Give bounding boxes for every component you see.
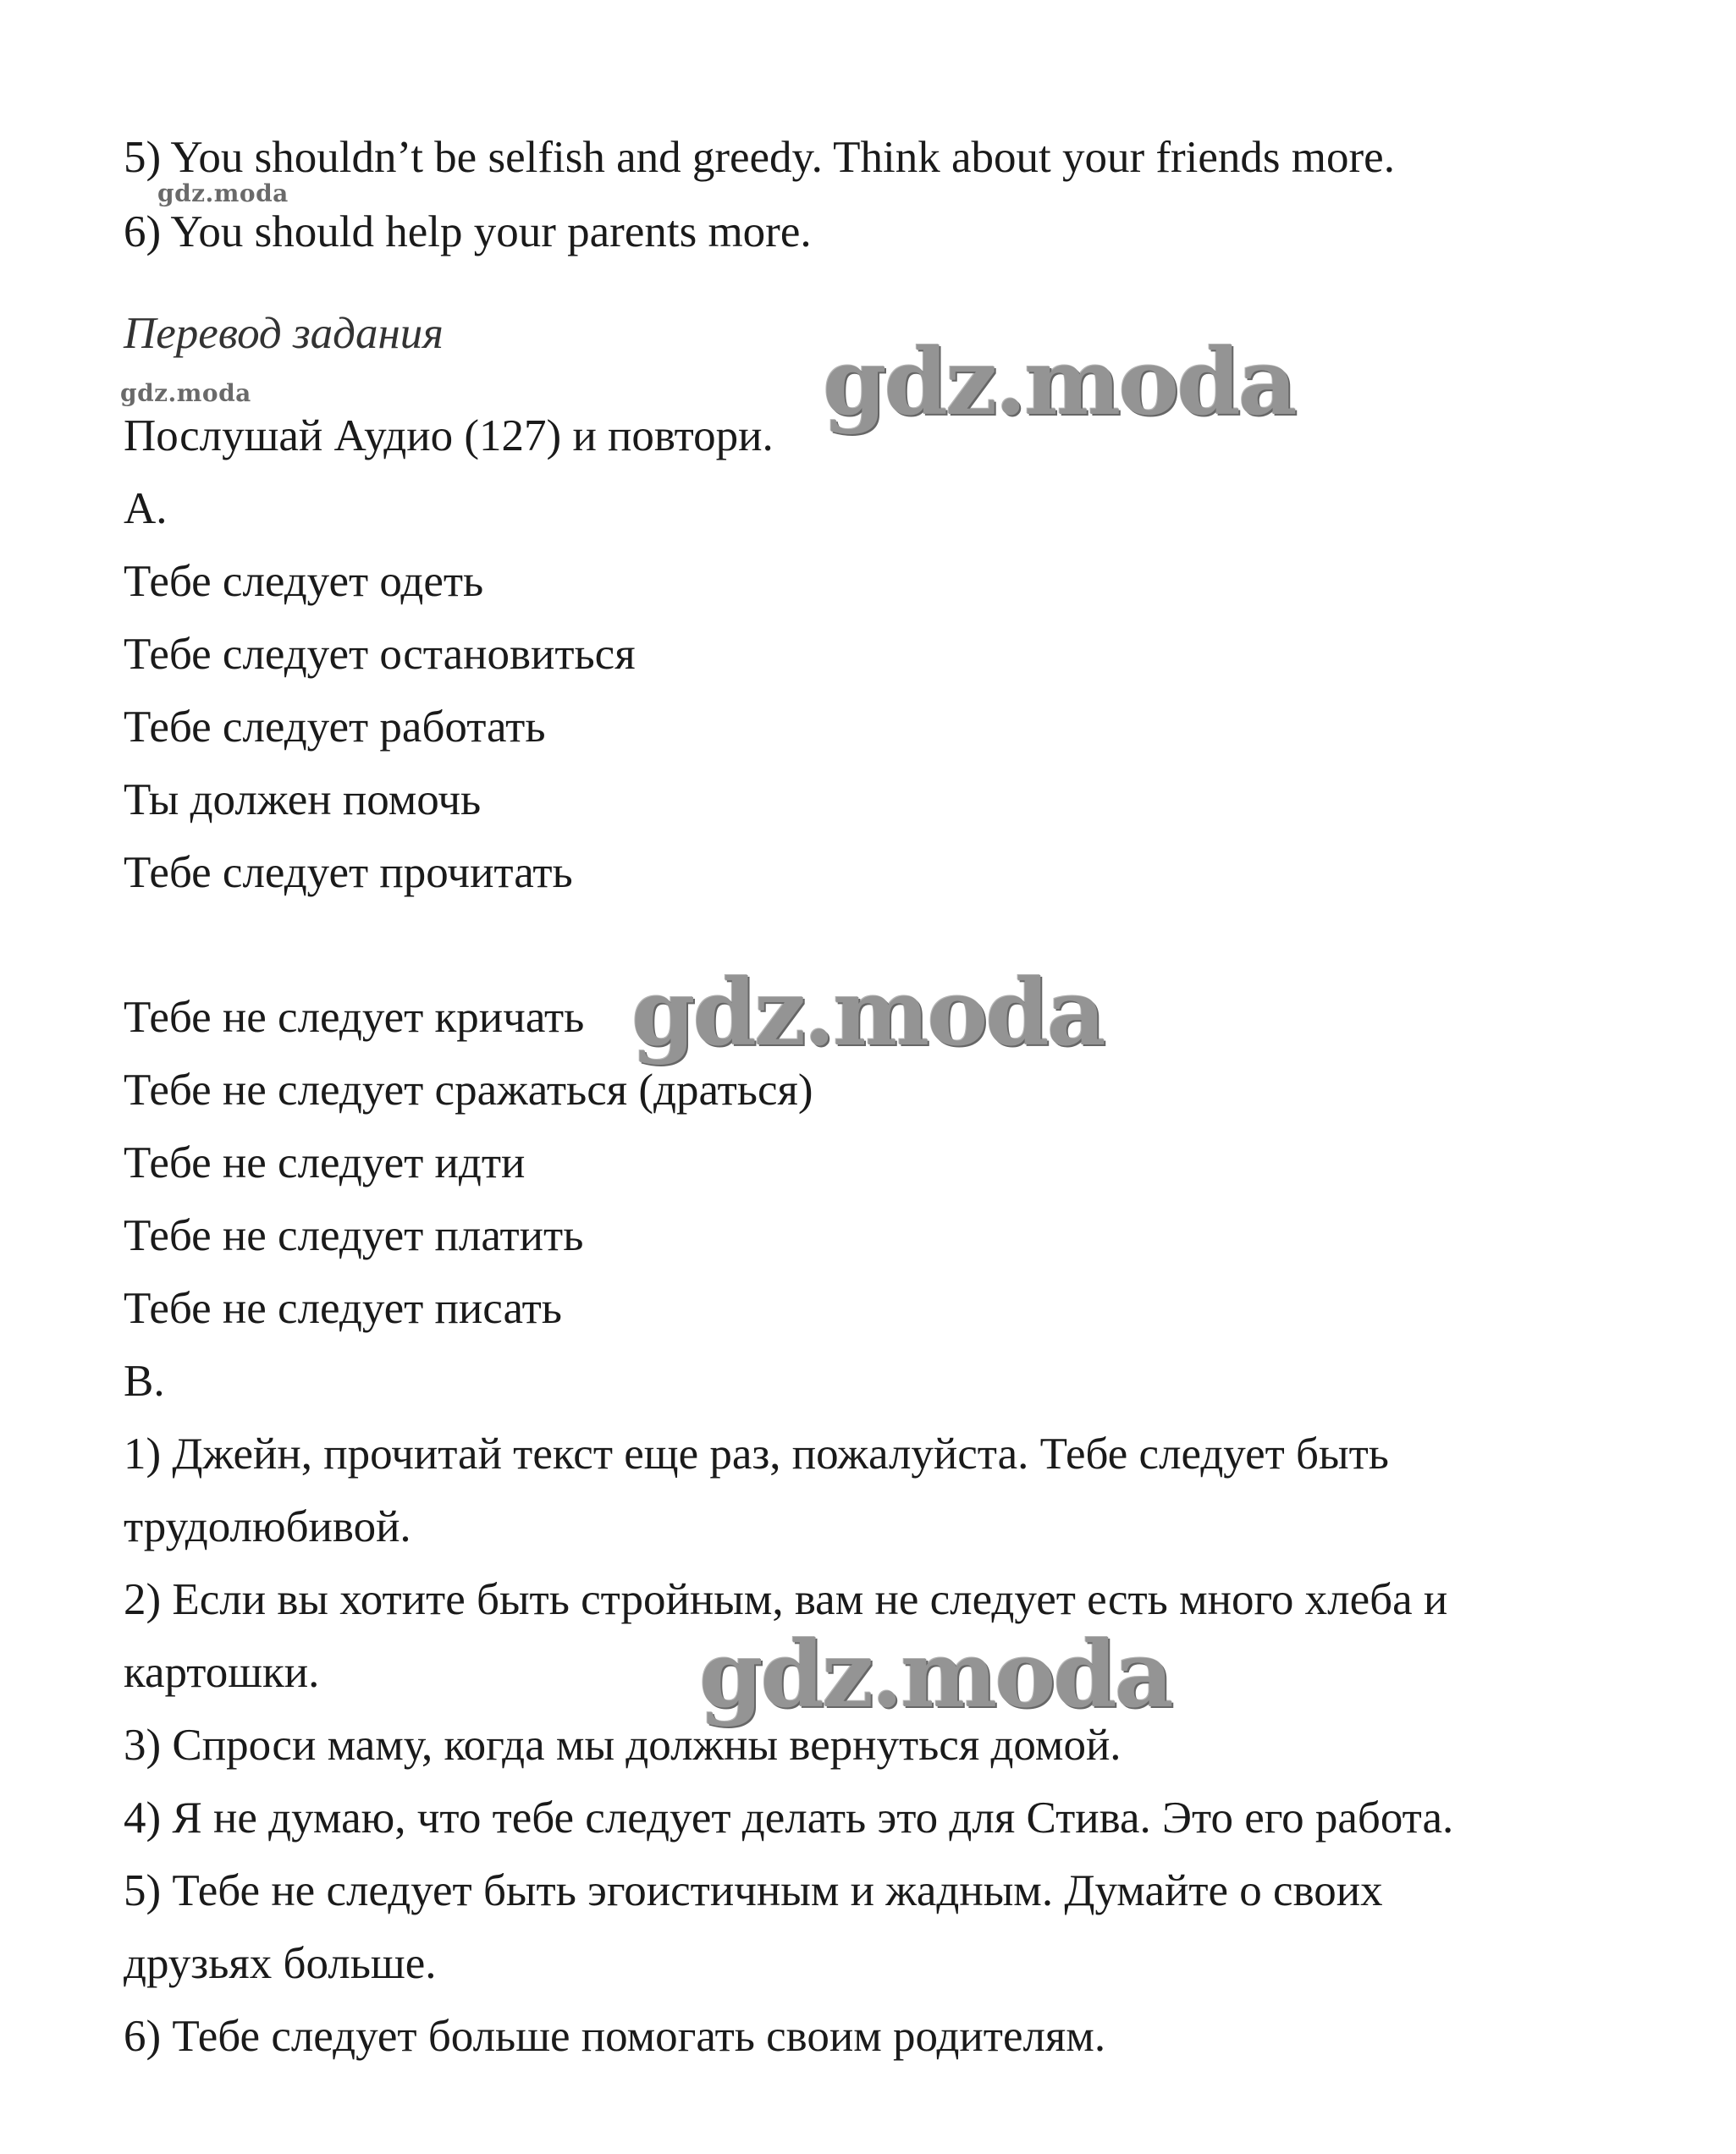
section-a-label: A.: [124, 484, 168, 533]
section-b-line: друзьях больше.: [124, 1939, 437, 1988]
phrase-item: Тебе не следует кричать: [124, 993, 585, 1042]
section-b-line: 4) Я не думаю, что тебе следует делать это для Стива. Это его работа.: [124, 1793, 1454, 1843]
section-b-label: B.: [124, 1357, 165, 1406]
phrase-item: Тебе не следует идти: [124, 1138, 526, 1187]
section-b-line: 2) Если вы хотите быть стройным, вам не следует есть много хлеба и: [124, 1575, 1448, 1624]
section-b-line: трудолюбивой.: [124, 1502, 411, 1551]
watermark-large: gdz.moda: [699, 1622, 1171, 1728]
phrase-item: Тебе не следует писать: [124, 1284, 562, 1333]
watermark-small: gdz.moda: [120, 379, 251, 407]
watermark-large: gdz.moda: [631, 960, 1104, 1066]
phrase-item: Тебе не следует сражаться (драться): [124, 1066, 813, 1115]
phrase-item: Ты должен помочь: [124, 775, 482, 824]
english-answer-6: 6) You should help your parents more.: [124, 207, 812, 256]
phrase-item: Тебе следует прочитать: [124, 848, 573, 897]
phrase-item: Тебе следует остановиться: [124, 630, 636, 679]
section-b-line: 5) Тебе не следует быть эгоистичным и жадным. Думайте о своих: [124, 1866, 1383, 1915]
instruction: Послушай Аудио (127) и повтори.: [124, 411, 774, 460]
translation-heading: Перевод задания: [124, 309, 444, 358]
phrase-item: Тебе следует одеть: [124, 557, 484, 606]
watermark-small: gdz.moda: [157, 179, 289, 207]
section-b-line: 1) Джейн, прочитай текст еще раз, пожалуйста. Тебе следует быть: [124, 1430, 1389, 1479]
watermark-large: gdz.moda: [823, 329, 1295, 436]
section-b-line: картошки.: [124, 1648, 320, 1697]
section-b-line: 3) Спроси маму, когда мы должны вернуться домой.: [124, 1721, 1122, 1770]
phrase-item: Тебе не следует платить: [124, 1211, 584, 1260]
english-answer-5: 5) You shouldn’t be selfish and greedy. Think about your friends more.: [124, 133, 1395, 182]
section-b-line: 6) Тебе следует больше помогать своим родителям.: [124, 2012, 1106, 2061]
phrase-item: Тебе следует работать: [124, 702, 546, 752]
